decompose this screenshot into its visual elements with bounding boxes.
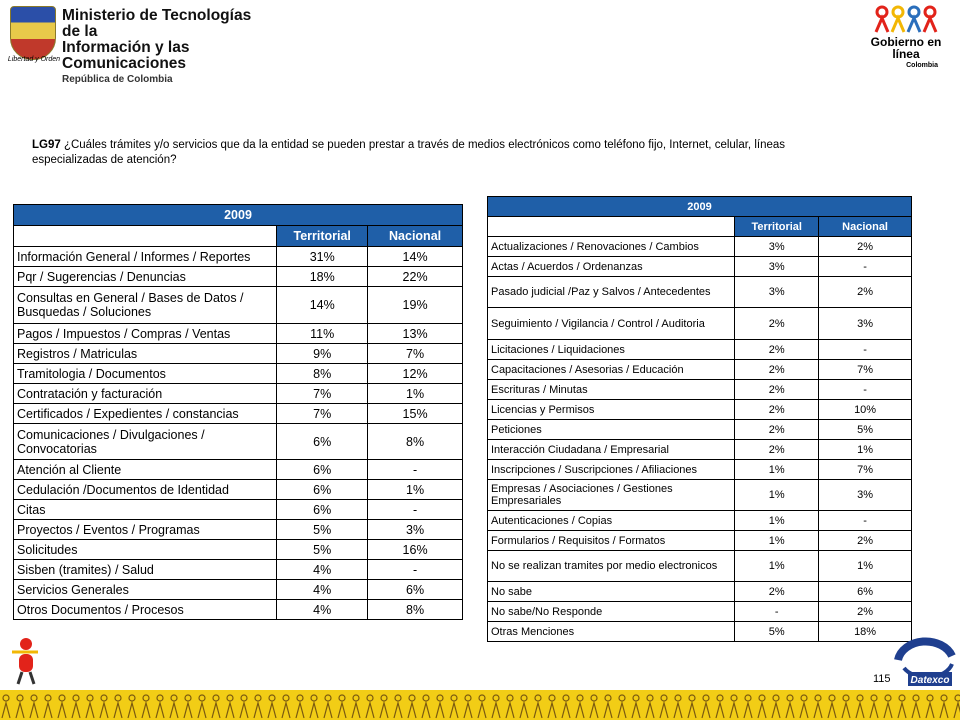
- nacional-value: 1%: [368, 480, 463, 500]
- row-label: Licitaciones / Liquidaciones: [488, 340, 735, 360]
- territorial-value: 9%: [277, 344, 368, 364]
- gobierno-en-linea-logo: [866, 2, 946, 69]
- row-label: Citas: [14, 500, 277, 520]
- row-label: Cedulación /Documentos de Identidad: [14, 480, 277, 500]
- row-label: No sabe: [488, 582, 735, 602]
- table-row: [14, 247, 463, 267]
- left-results-table: [13, 204, 463, 620]
- row-label: No sabe/No Responde: [488, 602, 735, 622]
- table-row: [488, 602, 912, 622]
- ministry-logo: [4, 2, 254, 85]
- nacional-value: 13%: [368, 324, 463, 344]
- row-label: Pasado judicial /Paz y Salvos / Antecedentes: [488, 277, 735, 308]
- territorial-value: 6%: [277, 480, 368, 500]
- table-row: [488, 340, 912, 360]
- nacional-value: 2%: [819, 531, 912, 551]
- table-row: [488, 308, 912, 340]
- row-label: Certificados / Expedientes / constancias: [14, 404, 277, 424]
- territorial-value: 8%: [277, 364, 368, 384]
- column-header-nacional: Nacional: [368, 226, 463, 247]
- territorial-value: 6%: [277, 424, 368, 460]
- row-label: Sisben (tramites) / Salud: [14, 560, 277, 580]
- row-label: Tramitologia / Documentos: [14, 364, 277, 384]
- header-blank-cell: [488, 217, 735, 237]
- table-row: [488, 257, 912, 277]
- territorial-value: 7%: [277, 384, 368, 404]
- shield-caption: Libertad y Orden: [7, 56, 61, 63]
- table-row: [14, 540, 463, 560]
- nacional-value: 22%: [368, 267, 463, 287]
- row-label: Seguimiento / Vigilancia / Control / Auditoria: [488, 308, 735, 340]
- territorial-value: 4%: [277, 580, 368, 600]
- territorial-value: -: [735, 602, 819, 622]
- nacional-value: -: [819, 340, 912, 360]
- table-row: [488, 360, 912, 380]
- table-row: [14, 500, 463, 520]
- territorial-value: 3%: [735, 237, 819, 257]
- table-row: [14, 460, 463, 480]
- row-label: Otras Menciones: [488, 622, 735, 642]
- table-row: [14, 520, 463, 540]
- territorial-value: 3%: [735, 277, 819, 308]
- table-row: [488, 622, 912, 642]
- territorial-value: 5%: [735, 622, 819, 642]
- territorial-value: 1%: [735, 511, 819, 531]
- nacional-value: 3%: [819, 480, 912, 511]
- table-row: [488, 480, 912, 511]
- table-row: [488, 400, 912, 420]
- nacional-value: -: [368, 500, 463, 520]
- row-label: Licencias y Permisos: [488, 400, 735, 420]
- table-row: [14, 287, 463, 324]
- table-title: 2009: [488, 197, 912, 217]
- territorial-value: 3%: [735, 257, 819, 277]
- territorial-value: 1%: [735, 460, 819, 480]
- row-label: Autenticaciones / Copias: [488, 511, 735, 531]
- territorial-value: 2%: [735, 420, 819, 440]
- people-pattern-icon: [0, 690, 960, 720]
- nacional-value: -: [819, 257, 912, 277]
- nacional-value: -: [368, 560, 463, 580]
- table-row: [14, 600, 463, 620]
- table-row: [14, 384, 463, 404]
- nacional-value: 7%: [819, 460, 912, 480]
- column-header-nacional: Nacional: [819, 217, 912, 237]
- gel-title: Gobierno en línea: [870, 35, 942, 61]
- territorial-value: 2%: [735, 308, 819, 340]
- territorial-value: 4%: [277, 560, 368, 580]
- territorial-value: 2%: [735, 400, 819, 420]
- row-label: Pqr / Sugerencias / Denuncias: [14, 267, 277, 287]
- row-label: Interacción Ciudadana / Empresarial: [488, 440, 735, 460]
- table-row: [488, 582, 912, 602]
- territorial-value: 6%: [277, 460, 368, 480]
- table-row: [14, 344, 463, 364]
- column-header-territorial: Territorial: [735, 217, 819, 237]
- nacional-value: 15%: [368, 404, 463, 424]
- row-label: Peticiones: [488, 420, 735, 440]
- territorial-value: 1%: [735, 531, 819, 551]
- table-row: [488, 420, 912, 440]
- territorial-value: 11%: [277, 324, 368, 344]
- territorial-value: 2%: [735, 380, 819, 400]
- territorial-value: 7%: [277, 404, 368, 424]
- row-label: No se realizan tramites por medio electronicos: [488, 551, 735, 582]
- table-row: [488, 531, 912, 551]
- gel-subtitle: Colombia: [906, 62, 938, 69]
- question-text: [32, 138, 832, 168]
- ministry-name: Ministerio de Tecnologías de la Información y las Comunicaciones República de Colombia: [62, 7, 252, 85]
- row-label: Comunicaciones / Divulgaciones / Convocatorias: [14, 424, 277, 460]
- row-label: Solicitudes: [14, 540, 277, 560]
- nacional-value: -: [819, 511, 912, 531]
- nacional-value: 19%: [368, 287, 463, 324]
- table-title: 2009: [14, 205, 463, 226]
- nacional-value: 1%: [819, 551, 912, 582]
- row-label: Escrituras / Minutas: [488, 380, 735, 400]
- header-blank-cell: [14, 226, 277, 247]
- page-number: 115: [873, 673, 891, 685]
- question-body: ¿Cuáles trámites y/o servicios que da la entidad se pueden prestar a través de medios electrónicos como teléfono fijo, Internet, celular, líneas especializadas de atención?: [32, 139, 786, 166]
- question-code: LG97: [32, 139, 61, 151]
- territorial-value: 2%: [735, 340, 819, 360]
- row-label: Servicios Generales: [14, 580, 277, 600]
- territorial-value: 2%: [735, 440, 819, 460]
- territorial-value: 5%: [277, 520, 368, 540]
- table-row: [14, 580, 463, 600]
- row-label: Actas / Acuerdos / Ordenanzas: [488, 257, 735, 277]
- nacional-value: 3%: [819, 308, 912, 340]
- column-header-territorial: Territorial: [277, 226, 368, 247]
- territorial-value: 2%: [735, 582, 819, 602]
- table-row: [14, 560, 463, 580]
- table-row: [488, 511, 912, 531]
- table-row: [488, 237, 912, 257]
- table-row: [14, 424, 463, 460]
- nacional-value: 2%: [819, 277, 912, 308]
- table-row: [14, 480, 463, 500]
- nacional-value: 8%: [368, 424, 463, 460]
- row-label: Información General / Informes / Reportes: [14, 247, 277, 267]
- table-row: [14, 364, 463, 384]
- row-label: Registros / Matriculas: [14, 344, 277, 364]
- nacional-value: -: [368, 460, 463, 480]
- table-row: [14, 324, 463, 344]
- row-label: Actualizaciones / Renovaciones / Cambios: [488, 237, 735, 257]
- nacional-value: 6%: [819, 582, 912, 602]
- row-label: Empresas / Asociaciones / Gestiones Empresariales: [488, 480, 735, 511]
- territorial-value: 18%: [277, 267, 368, 287]
- nacional-value: 7%: [368, 344, 463, 364]
- datexco-label: Datexco: [910, 675, 950, 686]
- coat-of-arms-icon: [10, 6, 56, 60]
- row-label: Pagos / Impuestos / Compras / Ventas: [14, 324, 277, 344]
- nacional-value: 16%: [368, 540, 463, 560]
- datexco-logo: [894, 628, 956, 688]
- nacional-value: 12%: [368, 364, 463, 384]
- nacional-value: 3%: [368, 520, 463, 540]
- table-row: [14, 404, 463, 424]
- row-label: Contratación y facturación: [14, 384, 277, 404]
- row-label: Atención al Cliente: [14, 460, 277, 480]
- territorial-value: 5%: [277, 540, 368, 560]
- table-row: [488, 551, 912, 582]
- table-row: [488, 440, 912, 460]
- nacional-value: 1%: [368, 384, 463, 404]
- nacional-value: 2%: [819, 602, 912, 622]
- nacional-value: 1%: [819, 440, 912, 460]
- row-label: Consultas en General / Bases de Datos / Busquedas / Soluciones: [14, 287, 277, 324]
- territorial-value: 6%: [277, 500, 368, 520]
- nacional-value: 2%: [819, 237, 912, 257]
- row-label: Formularios / Requisitos / Formatos: [488, 531, 735, 551]
- nacional-value: 14%: [368, 247, 463, 267]
- person-figure-icon: [8, 636, 58, 686]
- row-label: Otros Documentos / Procesos: [14, 600, 277, 620]
- table-row: [488, 460, 912, 480]
- nacional-value: 8%: [368, 600, 463, 620]
- territorial-value: 1%: [735, 551, 819, 582]
- table-row: [14, 267, 463, 287]
- people-figures-icon: [872, 4, 938, 34]
- row-label: Inscripciones / Suscripciones / Afiliaciones: [488, 460, 735, 480]
- table-row: [488, 380, 912, 400]
- nacional-value: -: [819, 380, 912, 400]
- territorial-value: 2%: [735, 360, 819, 380]
- territorial-value: 31%: [277, 247, 368, 267]
- nacional-value: 10%: [819, 400, 912, 420]
- nacional-value: 6%: [368, 580, 463, 600]
- territorial-value: 4%: [277, 600, 368, 620]
- nacional-value: 18%: [819, 622, 912, 642]
- territorial-value: 1%: [735, 480, 819, 511]
- nacional-value: 7%: [819, 360, 912, 380]
- nacional-value: 5%: [819, 420, 912, 440]
- territorial-value: 14%: [277, 287, 368, 324]
- table-row: [488, 277, 912, 308]
- row-label: Capacitaciones / Asesorias / Educación: [488, 360, 735, 380]
- right-results-table: [487, 196, 912, 642]
- footer-decorative-band: [0, 690, 960, 720]
- row-label: Proyectos / Eventos / Programas: [14, 520, 277, 540]
